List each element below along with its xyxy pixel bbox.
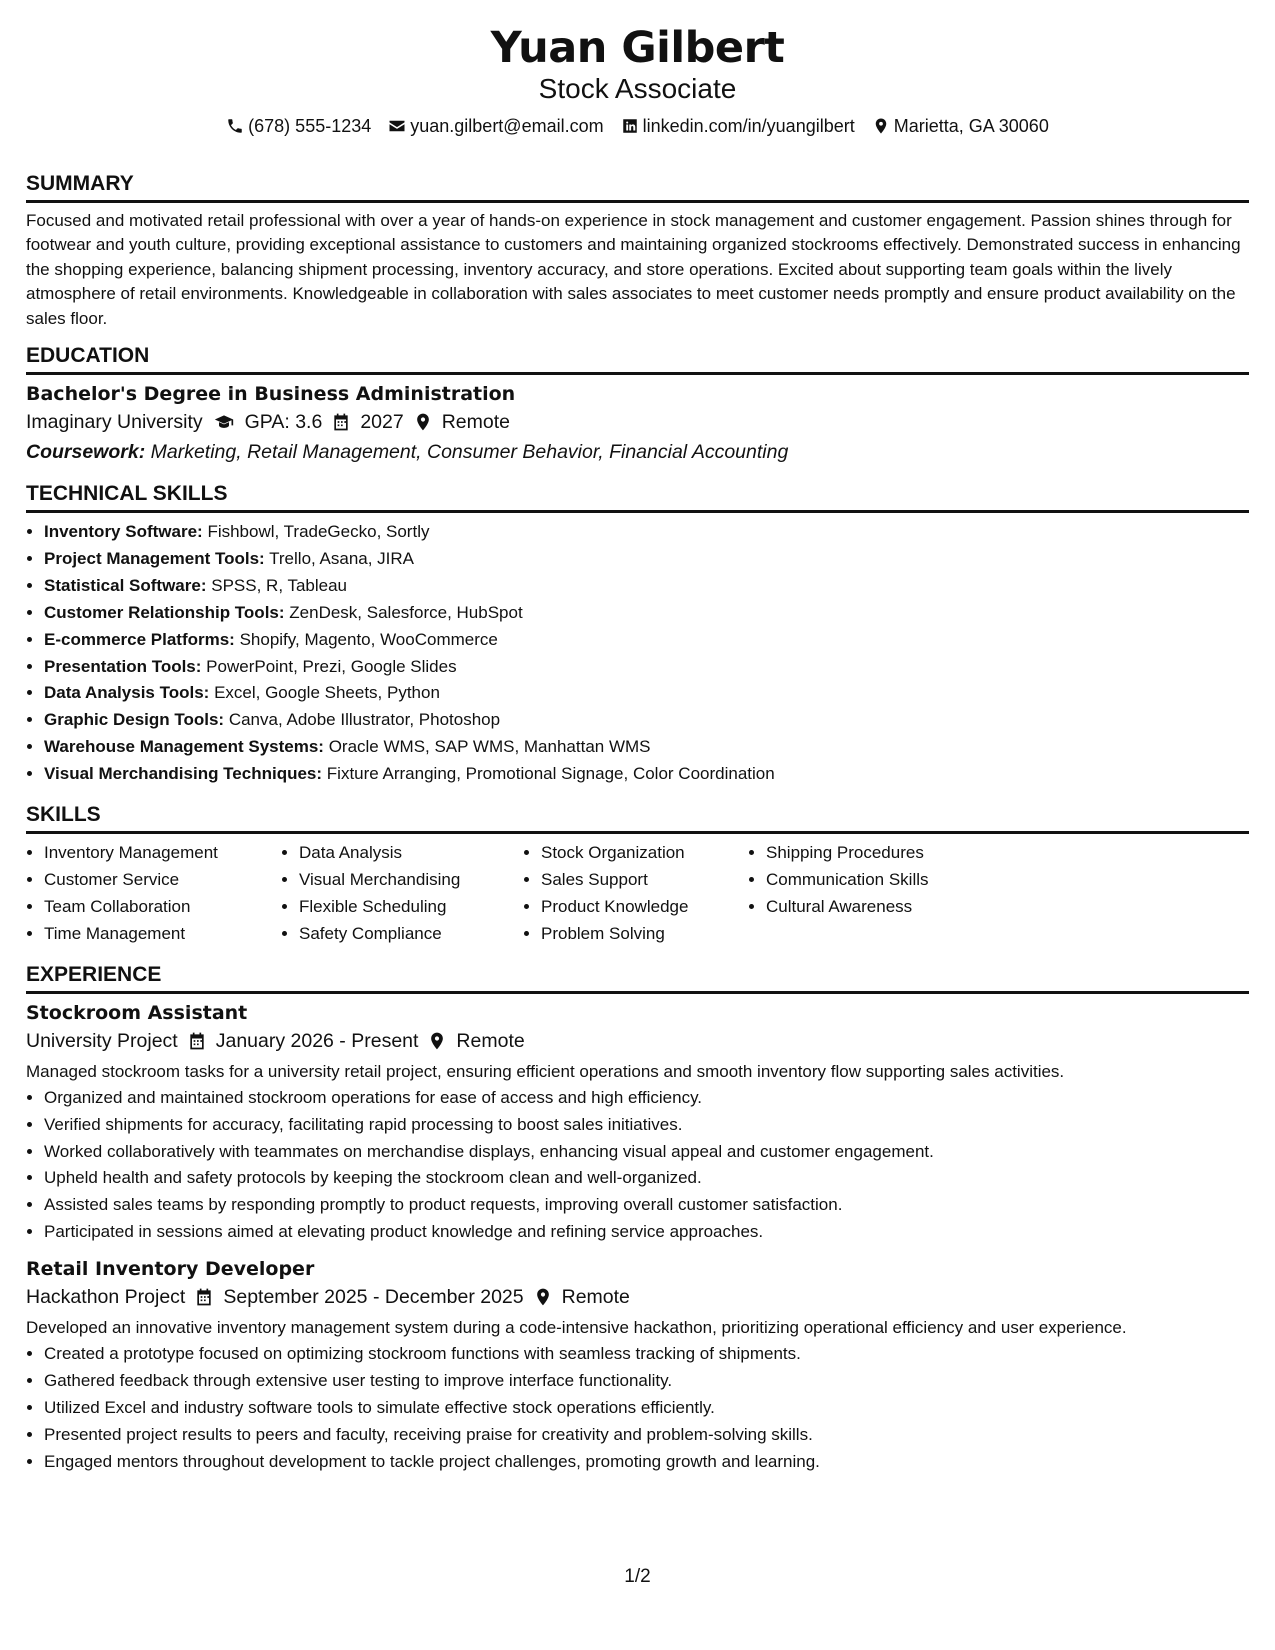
list-item (44, 573, 1249, 600)
list-item: • Upheld health and safety protocols by keeping the stockroom clean and well-organized. (44, 1165, 1249, 1192)
experience-section (26, 962, 1249, 1476)
summary-text: Focused and motivated retail professional with over a year of hands-on experience in stock management and customer engagement. Passion shines through for footwear and youth culture, providing exceptional assistance to customers and maintaining organized stockrooms effectively. Demonstrated success in enhancing the shopping experience, balancing shipment processing, inventory accuracy, and store operations. Excited about supporting team goals within the lively atmosphere of retail environments. Knowledgeable in collaboration with sales associates to meet customer needs promptly and ensure product availability on the sales floor. (26, 211, 1241, 328)
list-item: • Gathered feedback through extensive user testing to improve interface functionality. (44, 1368, 1249, 1395)
candidate-title: Stock Associate (538, 73, 737, 104)
calendar-icon (331, 412, 351, 432)
list-item: • Organized and maintained stockroom operations for ease of access and high efficiency. (44, 1085, 1249, 1112)
skill-category: Presentation Tools: (44, 656, 202, 676)
skill-values: Trello, Asana, JIRA (269, 548, 415, 568)
list-item: • Visual Merchandising (299, 867, 523, 894)
list-item: • Engaged mentors throughout development to tackle project challenges, promoting growth and learning. (44, 1449, 1249, 1476)
list-item (44, 707, 1249, 734)
phone-icon (226, 117, 244, 135)
map-marker-icon (427, 1031, 447, 1051)
skill-category: Statistical Software: (44, 575, 207, 595)
job-location: Remote (561, 1286, 630, 1309)
skill-category: Project Management Tools: (44, 548, 265, 568)
section-heading-summary: SUMMARY (26, 171, 1249, 203)
school-name: Imaginary University (26, 411, 203, 434)
graduation-year: 2027 (360, 411, 404, 434)
skill-values: PowerPoint, Prezi, Google Slides (206, 656, 457, 676)
skill-category: Visual Merchandising Techniques: (44, 764, 323, 784)
list-item: • Verified shipments for accuracy, facilitating rapid processing to boost sales initiatives. (44, 1112, 1249, 1139)
job-bullets (26, 1085, 1249, 1246)
job-bullets (26, 1341, 1249, 1476)
skills-column (281, 840, 523, 948)
list-item (44, 600, 1249, 627)
skills-column (523, 840, 748, 948)
list-item: • Inventory Management (44, 840, 281, 867)
list-item: • Assisted sales teams by responding promptly to product requests, improving overall customer satisfaction. (44, 1192, 1249, 1219)
gpa-text: GPA: 3.6 (244, 411, 323, 434)
coursework-line (26, 437, 1249, 467)
list-item (44, 546, 1249, 573)
job-dates: January 2026 - Present (215, 1029, 419, 1052)
section-heading-education: EDUCATION (26, 343, 1249, 375)
contact-location (872, 114, 1049, 138)
list-item (44, 680, 1249, 707)
calendar-icon (194, 1287, 214, 1307)
list-item (44, 734, 1249, 761)
job-meta (26, 1026, 1249, 1056)
map-marker-icon (533, 1287, 553, 1307)
skill-values: Shopify, Magento, WooCommerce (239, 629, 498, 649)
skills-grid (26, 840, 1249, 948)
experience-entry (26, 1256, 1249, 1476)
skill-category: Warehouse Management Systems: (44, 737, 324, 757)
list-item (44, 761, 1249, 788)
list-item: • Utilized Excel and industry software tools to simulate effective stock operations efficiently. (44, 1395, 1249, 1422)
contact-linkedin[interactable] (621, 114, 855, 138)
section-heading-technical-skills: TECHNICAL SKILLS (26, 481, 1249, 513)
skill-category: E-commerce Platforms: (44, 629, 235, 649)
list-item: • Cultural Awareness (766, 894, 986, 921)
job-description: Developed an innovative inventory management system during a code-intensive hackathon, prioritizing operational efficiency and user experience. (26, 1318, 1127, 1338)
email-text[interactable]: yuan.gilbert@email.com (410, 116, 604, 136)
job-dates: September 2025 - December 2025 (223, 1286, 524, 1309)
location-text: Marietta, GA 30060 (893, 116, 1049, 136)
skill-category: Graphic Design Tools: (44, 710, 225, 730)
skill-values: ZenDesk, Salesforce, HubSpot (289, 602, 523, 622)
skill-values: Canva, Adobe Illustrator, Photoshop (228, 710, 501, 730)
skill-values: Fishbowl, TradeGecko, Sortly (207, 522, 430, 542)
skill-category: Data Analysis Tools: (44, 683, 210, 703)
list-item: • Flexible Scheduling (299, 894, 523, 921)
candidate-name: Yuan Gilbert (490, 23, 785, 73)
technical-skills-list (26, 519, 1249, 788)
linkedin-text[interactable]: linkedin.com/in/yuangilbert (642, 116, 855, 136)
map-marker-icon (872, 117, 890, 135)
section-heading-experience: EXPERIENCE (26, 962, 1249, 994)
skill-category: Inventory Software: (44, 522, 203, 542)
contact-bar (26, 114, 1249, 138)
list-item: • Safety Compliance (299, 921, 523, 948)
summary-section (26, 171, 1249, 331)
list-item: • Shipping Procedures (766, 840, 986, 867)
resume-header (26, 22, 1249, 138)
technical-skills-section (26, 481, 1249, 788)
list-item: • Product Knowledge (541, 894, 748, 921)
skill-values: Oracle WMS, SAP WMS, Manhattan WMS (328, 737, 651, 757)
list-item: • Problem Solving (541, 921, 748, 948)
degree-title: Bachelor's Degree in Business Administration (26, 383, 516, 406)
list-item: • Sales Support (541, 867, 748, 894)
list-item: • Worked collaboratively with teammates on merchandise displays, enhancing visual appeal and customer engagement. (44, 1139, 1249, 1166)
coursework-list: Marketing, Retail Management, Consumer Behavior, Financial Accounting (150, 441, 789, 464)
education-location: Remote (441, 411, 510, 434)
experience-entry (26, 1000, 1249, 1246)
list-item: • Stock Organization (541, 840, 748, 867)
skill-values: Fixture Arranging, Promotional Signage, Color Coordination (326, 764, 775, 784)
coursework-label: Coursework: (26, 441, 146, 464)
contact-email[interactable] (388, 114, 603, 138)
list-item: • Customer Service (44, 867, 281, 894)
skills-column (26, 840, 281, 948)
skill-category: Customer Relationship Tools: (44, 602, 285, 622)
list-item: • Participated in sessions aimed at elevating product knowledge and refining service approaches. (44, 1219, 1249, 1246)
job-meta (26, 1282, 1249, 1312)
list-item (44, 654, 1249, 681)
page-number: 1/2 (624, 1566, 651, 1587)
list-item: • Created a prototype focused on optimizing stockroom functions with seamless tracking of shipments. (44, 1341, 1249, 1368)
skills-section (26, 802, 1249, 948)
skill-values: Excel, Google Sheets, Python (214, 683, 440, 703)
list-item (44, 519, 1249, 546)
list-item: • Data Analysis (299, 840, 523, 867)
list-item (44, 627, 1249, 654)
list-item: • Presented project results to peers and faculty, receiving praise for creativity and problem-solving skills. (44, 1422, 1249, 1449)
graduation-cap-icon (212, 412, 236, 432)
linkedin-icon (621, 117, 639, 135)
section-heading-skills: SKILLS (26, 802, 1249, 834)
education-section (26, 343, 1249, 467)
contact-phone (226, 114, 371, 138)
list-item: • Time Management (44, 921, 281, 948)
job-title: Stockroom Assistant (26, 1001, 248, 1024)
job-org: University Project (26, 1029, 178, 1052)
job-title: Retail Inventory Developer (26, 1258, 315, 1281)
map-marker-icon (413, 412, 433, 432)
calendar-icon (187, 1031, 207, 1051)
list-item: • Communication Skills (766, 867, 986, 894)
list-item: • Team Collaboration (44, 894, 281, 921)
skill-values: SPSS, R, Tableau (211, 575, 348, 595)
job-location: Remote (456, 1029, 525, 1052)
job-description: Managed stockroom tasks for a university retail project, ensuring efficient operations and smooth inventory flow supporting sales activities. (26, 1061, 1065, 1081)
skills-column (748, 840, 986, 948)
education-meta (26, 407, 1249, 437)
email-icon (388, 117, 406, 135)
job-org: Hackathon Project (26, 1286, 186, 1309)
phone-text: (678) 555-1234 (248, 116, 372, 136)
